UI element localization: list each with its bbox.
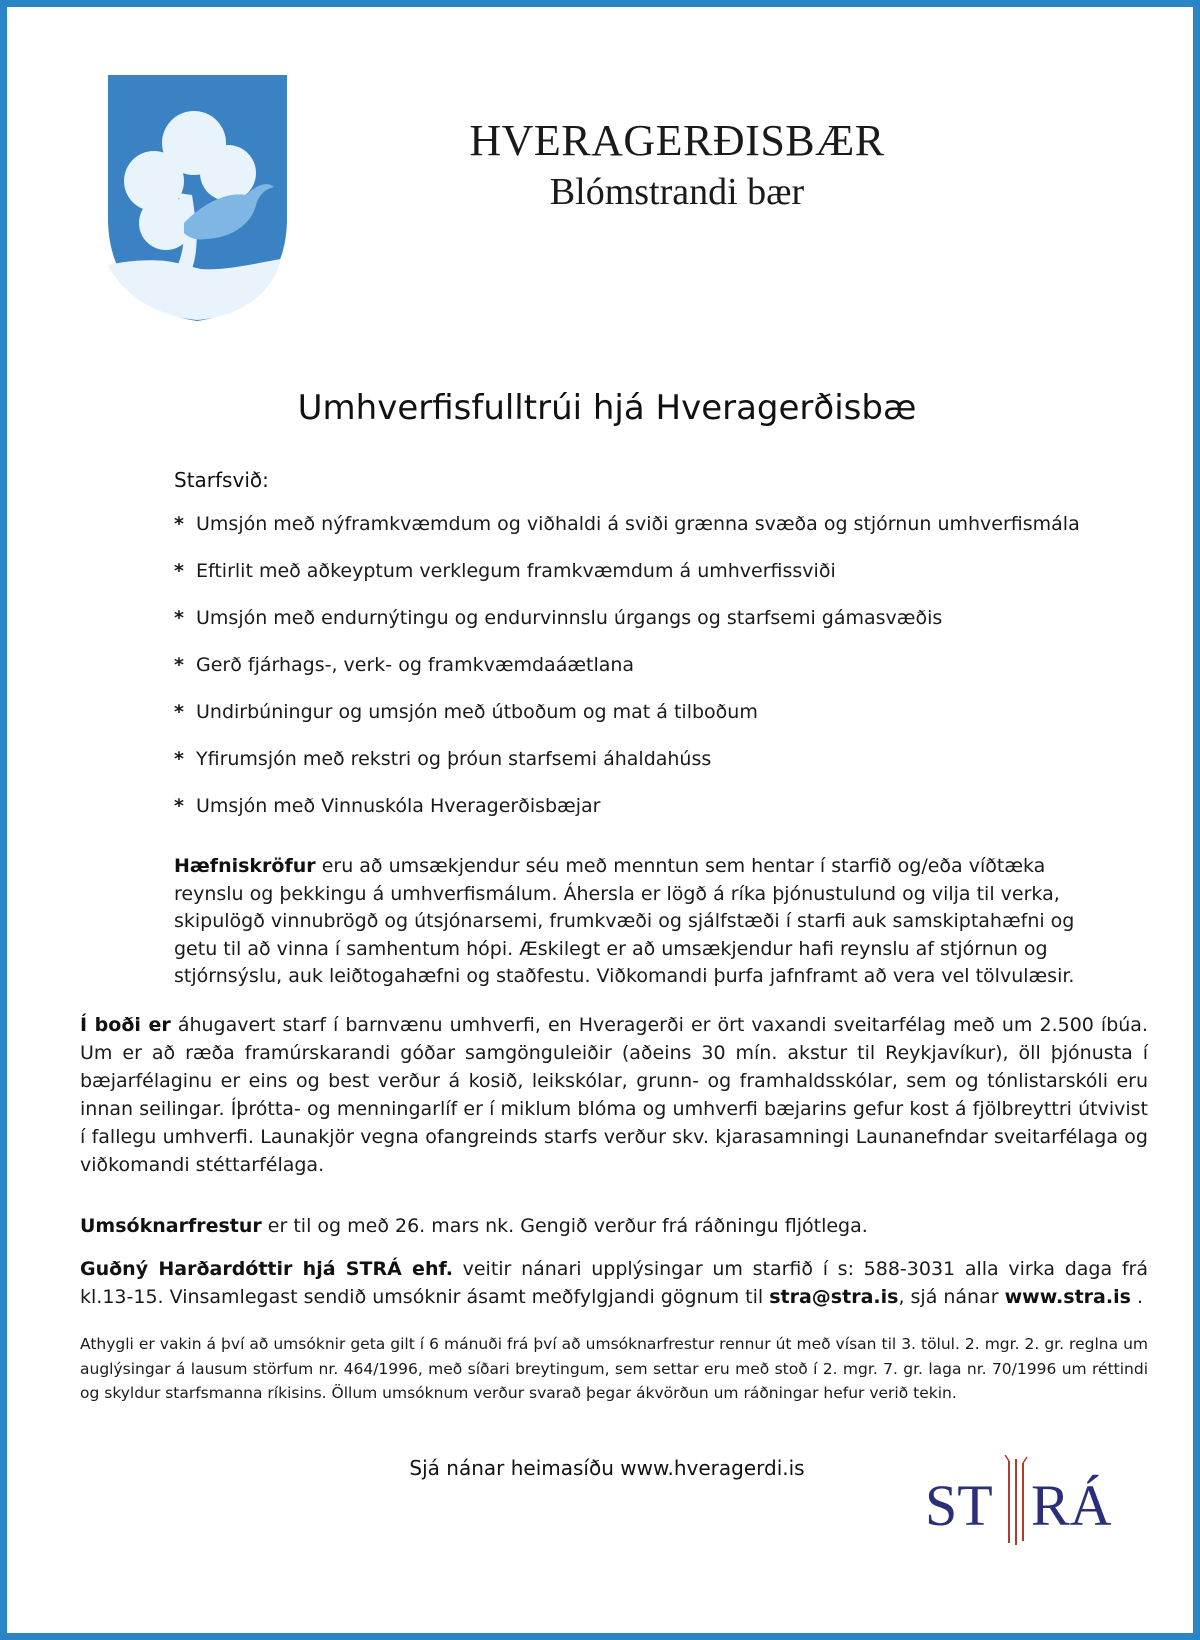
duty-text: Umsjón með nýframkvæmdum og viðhaldi á sviði grænna svæða og stjórnun umhverfismála xyxy=(196,513,1080,535)
list-item xyxy=(174,747,1080,794)
qualifications-paragraph xyxy=(174,853,1094,991)
bullet-icon: * xyxy=(174,701,184,723)
bullet-icon: * xyxy=(174,748,184,770)
contact-paragraph xyxy=(80,1256,1148,1311)
org-name: HVERAGERÐISBÆR xyxy=(469,116,885,165)
list-item xyxy=(174,512,1080,559)
offer-text: áhugavert starf í barnvænu umhverfi, en Hveragerði er ört vaxandi sveitarfélag með um 2.500 íbúa. Um er að ræða framúrskarandi góðar samgönguleiðir (aðeins 30 mín. akstur til Reykjavíkur), öll þjónusta í bæjarfélaginu er eins og best verður á kosið, leikskólar, grunn- og framhaldsskólar, sem og tónlistarskóli eru innan seilingar. Íþrótta- og menningarlíf er í miklum blóma og umhverfi bæjarins gefur kost á fjölbreyttri útvivist í fallegu umhverfi. Launakjör vegna ofangreinds starfs verður skv. kjarasamningi Launanefndar sveitarfélaga og viðkomandi stéttarfélaga. xyxy=(80,1014,1148,1176)
duty-text: Eftirlit með aðkeyptum verklegum framkvæmdum á umhverfissviði xyxy=(196,560,836,582)
bullet-icon: * xyxy=(174,654,184,676)
coat-of-arms-icon xyxy=(106,73,289,323)
svg-text:RÁ: RÁ xyxy=(1031,1473,1112,1538)
bullet-icon: * xyxy=(174,513,184,535)
deadline-paragraph xyxy=(80,1213,1148,1241)
contact-email-link[interactable]: stra@stra.is xyxy=(769,1285,899,1308)
deadline-text: er til og með 26. mars nk. Gengið verður frá ráðningu fljótlega. xyxy=(261,1215,868,1237)
list-item xyxy=(174,653,1080,700)
contact-text-3: . xyxy=(1130,1285,1143,1308)
job-title: Umhverfisfulltrúi hjá Hveragerðisbæ xyxy=(297,388,917,428)
contact-website-link[interactable]: www.stra.is xyxy=(1004,1285,1131,1308)
duties-list xyxy=(174,512,1080,841)
list-item xyxy=(174,559,1080,606)
duty-text: Yfirumsjón með rekstri og þróun starfsemi áhaldahúss xyxy=(196,748,712,770)
duties-heading: Starfsvið: xyxy=(174,468,269,492)
duty-text: Umsjón með Vinnuskóla Hveragerðisbæjar xyxy=(196,795,601,817)
list-item xyxy=(174,794,1080,841)
footer-website-line[interactable]: Sjá nánar heimasíðu www.hveragerdi.is xyxy=(409,1456,805,1480)
org-tagline: Blómstrandi bær xyxy=(549,171,805,213)
duty-text: Gerð fjárhags-, verk- og framkvæmdaáætlana xyxy=(196,654,635,676)
qualifications-text: eru að umsækjendur séu með menntun sem hentar í starfið og/eða víðtæka reynslu og þekkingu á umhverfismálum. Áhersla er lögð á ríka þjónustulund og vilja til verka, skipulögð vinnubrögð og útsjónarsemi, frumkvæði og sjálfstæði í starfi auk samskiptahæfni og getu til að vinna í samhentum hópi. Æskilegt er að umsækjendur hafi reynslu af stjórnun og stjórnsýslu, auk leiðtogahæfni og staðfestu. Viðkomandi þurfa jafnframt að vera vel tölvulæsir. xyxy=(174,855,1075,987)
deadline-lead: Umsóknarfrestur xyxy=(80,1215,262,1237)
list-item xyxy=(174,700,1080,747)
bullet-icon: * xyxy=(174,560,184,582)
offer-lead: Í boði er xyxy=(80,1014,171,1036)
list-item xyxy=(174,606,1080,653)
duty-text: Umsjón með endurnýtingu og endurvinnslu úrgangs og starfsemi gámasvæðis xyxy=(196,607,943,629)
stra-logo-icon xyxy=(925,1455,1135,1547)
qualifications-lead: Hæfniskröfur xyxy=(174,855,316,877)
svg-text:ST: ST xyxy=(925,1473,993,1538)
bullet-icon: * xyxy=(174,795,184,817)
contact-text-2: , sjá nánar xyxy=(898,1285,1005,1308)
contact-text: veitir nánari upplýsingar um starfið í s: 588-3031 alla virka daga frá kl.13-15. Vinsamlegast sendið umsóknir ásamt meðfylgjandi gögnum til xyxy=(80,1258,1148,1308)
offer-paragraph xyxy=(80,1011,1148,1179)
contact-lead: Guðný Harðardóttir hjá STRÁ ehf. xyxy=(80,1258,453,1280)
legal-note: Athygli er vakin á því að umsóknir geta gilt í 6 mánuði frá því að umsóknarfrestur rennur út með vísan til 3. tölul. 2. mgr. 2. gr. reglna um auglýsingar á lausum störfum nr. 464/1996, með síðari breytingum, sem settar eru með stoð í 2. mgr. 7. gr. laga nr. 70/1996 um réttindi og skyldur starfsmanna ríkisins. Öllum umsóknum verður svarað þegar ákvörðun um ráðningar hefur verið tekin. xyxy=(80,1335,1148,1402)
bullet-icon: * xyxy=(174,607,184,629)
duty-text: Undirbúningur og umsjón með útboðum og mat á tilboðum xyxy=(196,701,758,723)
